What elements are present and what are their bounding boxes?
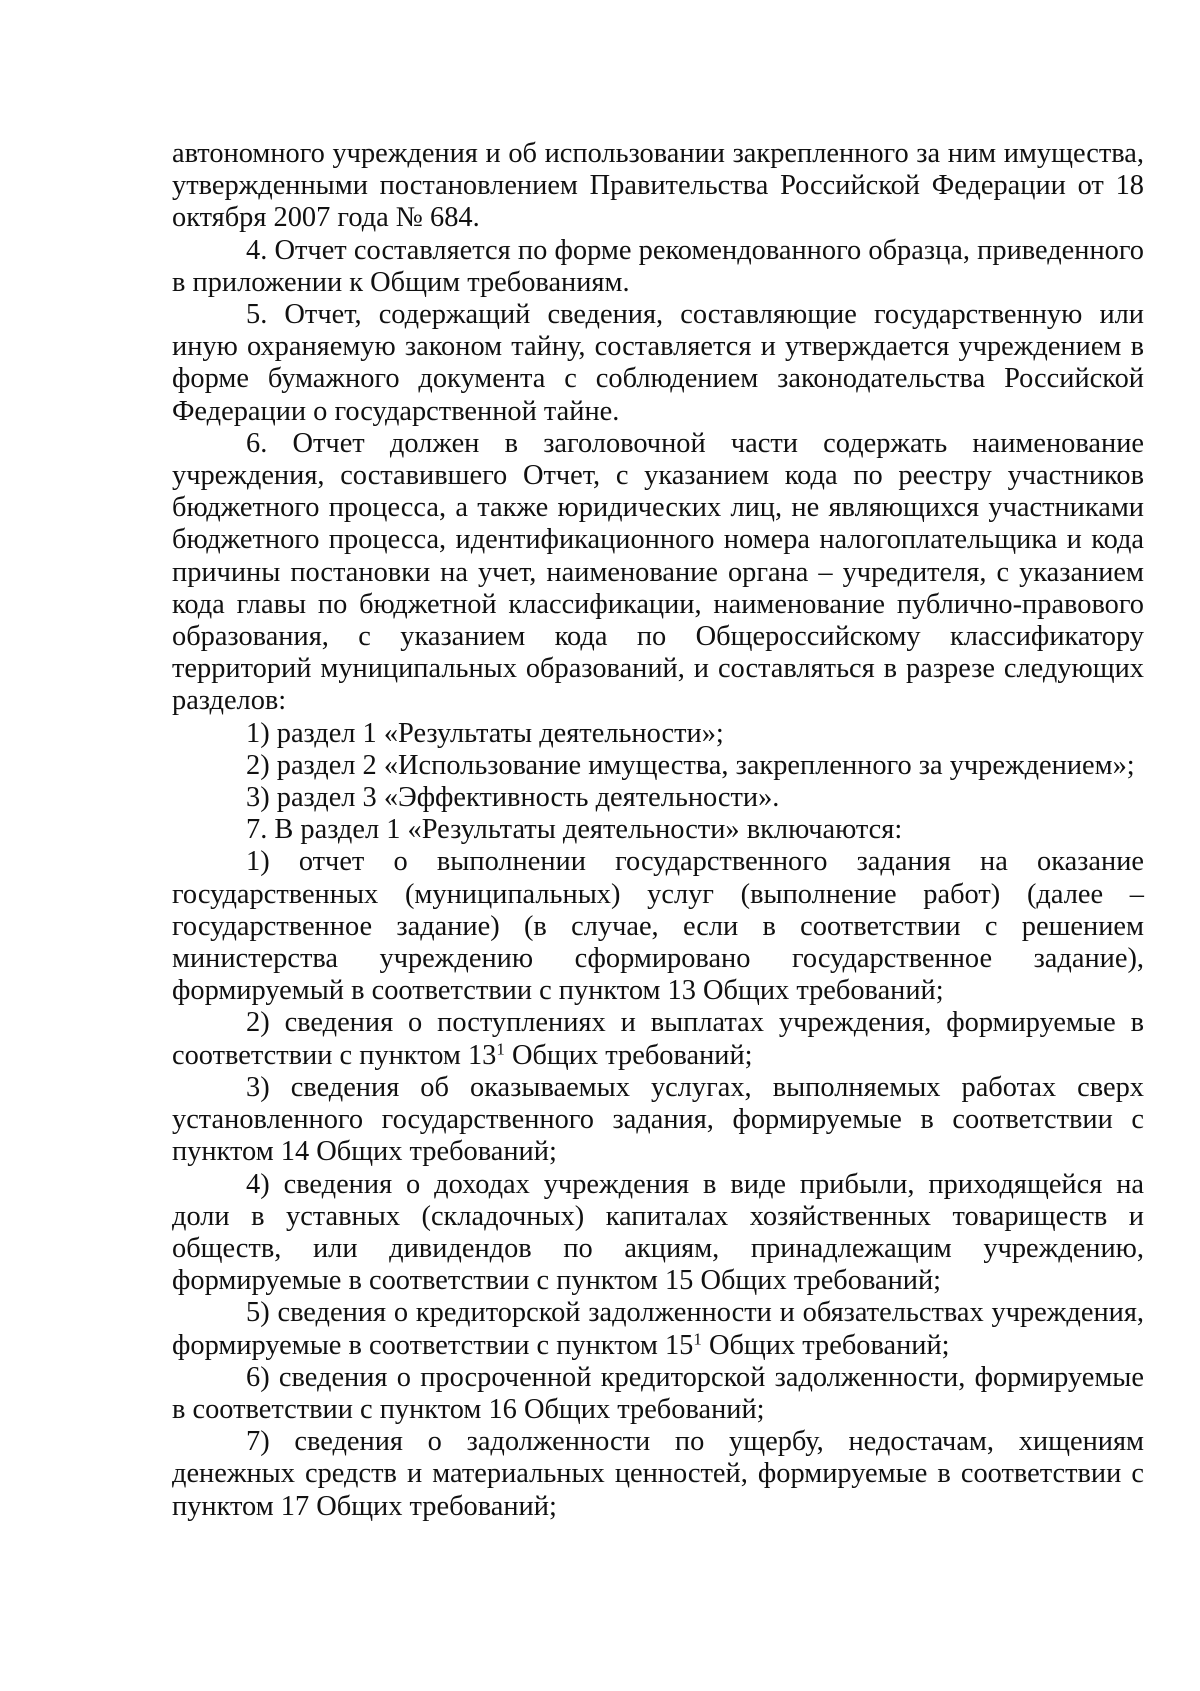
list-item-section-3: 3) раздел 3 «Эффективность деятельности». [246,782,780,814]
list-item-7-2-tail: Общих требований; [504,1039,753,1071]
list-item-7-2 [172,1007,1144,1071]
list-item-7-3: 3) сведения об оказываемых услугах, выполняемых работах сверх установленного государственного задания, формируемые в соответствии с пунктом 14 Общих требований; [172,1071,1144,1168]
list-item-7-5-tail: Общих требований; [701,1329,950,1361]
paragraph-item-4: 4. Отчет составляется по форме рекомендованного образца, приведенного в приложении к Общим требованиям. [172,234,1144,298]
list-item-7-6: 6) сведения о просроченной кредиторской задолженности, формируемые в соответствии с пунктом 16 Общих требований; [172,1361,1144,1425]
paragraph-item-5: 5. Отчет, содержащий сведения, составляющие государственную или иную охраняемую законом тайну, составляется и утверждается учреждением в форме бумажного документа с соблюдением законодательства Российской Федерации о государственной тайне. [172,299,1144,427]
paragraph-continuation: автономного учреждения и об использовании закрепленного за ним имущества, утвержденными постановлением Правительства Российской Федерации от 18 октября 2007 года № 684. [172,138,1144,234]
list-item-7-5-text: 5) сведения о кредиторской задолженности и обязательствах учреждения, формируемые в соответствии с пунктом 15 [172,1297,1144,1361]
list-item-7-5 [172,1297,1144,1361]
list-item-section-2: 2) раздел 2 «Использование имущества, закрепленного за учреждением»; [246,749,1135,781]
list-item-7-7: 7) сведения о задолженности по ущербу, недостачам, хищениям денежных средств и материальных ценностей, формируемые в соответствии с пунктом 17 Общих требований; [172,1426,1144,1522]
superscript-index: 1 [496,1039,505,1059]
document-page [172,138,1144,1523]
list-item-section-1: 1) раздел 1 «Результаты деятельности»; [246,717,724,749]
paragraph-item-7: 7. В раздел 1 «Результаты деятельности» включаются: [246,814,903,846]
list-item-7-1: 1) отчет о выполнении государственного задания на оказание государственных (муниципальных) услуг (выполнение работ) (далее – государственное задание) (в случае, если в соответствии с решением министерства учреждению сформировано государственное задание), формируемый в соответствии с пунктом 13 Общих требований; [172,846,1144,1007]
paragraph-item-6: 6. Отчет должен в заголовочной части содержать наименование учреждения, составившего Отчет, с указанием кода по реестру участников бюджетного процесса, а также юридических лиц, не являющихся участниками бюджетного процесса, идентификационного номера налогоплательщика и кода причины постановки на учет, наименование органа – учредителя, с указанием кода главы по бюджетной классификации, наименование публично-правового образования, с указанием кода по Общероссийскому классификатору территорий муниципальных образований, и составляться в разрезе следующих разделов: [172,427,1144,717]
list-item-7-4: 4) сведения о доходах учреждения в виде прибыли, приходящейся на доли в уставных (складочных) капиталах хозяйственных товариществ и обществ, или дивидендов по акциям, принадлежащим учреждению, формируемые в соответствии с пунктом 15 Общих требований; [172,1168,1144,1297]
superscript-index: 1 [693,1329,702,1349]
list-item-7-2-text: 2) сведения о поступлениях и выплатах учреждения, формируемые в соответствии с пунктом 13 [172,1007,1144,1071]
